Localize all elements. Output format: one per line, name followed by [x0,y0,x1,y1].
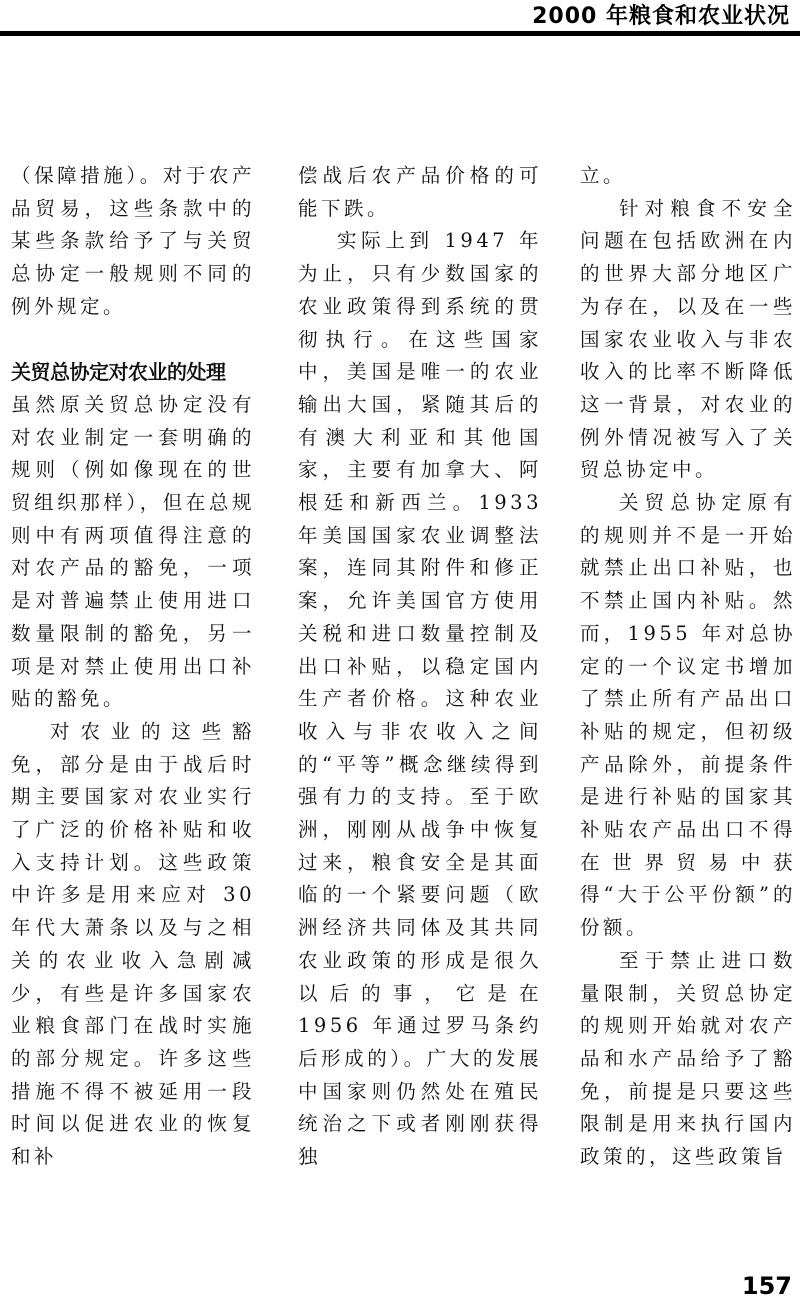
paragraph: 至于禁止进口数量限制，关贸总协定的规则开始就对农产品和水产品给予了豁免，前提是只要这些限制是用来执行国内政策的，这些政策旨 [580,948,796,1169]
section-heading: 关贸总协定对农业的处理 [11,360,226,385]
running-header-title: 2000 年粮食和农业状况 [532,4,790,29]
paragraph: 立。 [580,164,627,187]
paragraph: 对农业的这些豁免，部分是由于战后时期主要国家对农业实行了广泛的价格补贴和收入支持计划。这些政策中许多是用来应对 30 年代大萧条以及与之相关的农业收入急剧减少，有些是许多国家农业粮食部门在战时实施的部分规定。许多这些措施不得不被延用一段时间以促进农业的恢复和补 [11,719,255,1169]
text-column-2 [298,160,542,1174]
paragraph: 虽然原关贸总协定没有对农业制定一套明确的规则（例如像现在的世贸组织那样），但在总规则中有两项值得注意的对农产品的豁免，一项是对普遍禁止使用进口数量限制的豁免，另一项是对禁止使用出口补贴的豁免。 [11,392,255,711]
header-rule [0,31,800,36]
paragraph: 关贸总协定原有的规则并不是一开始就禁止出口补贴，也不禁止国内补贴。然而，1955 年对总协定的一个议定书增加了禁止所有产品出口补贴的规定，但初级产品除外，前提条件是进行补贴的国家其补贴农产品出口不得在世界贸易中获得“大于公平份额”的份额。 [580,491,796,940]
paragraph: （保障措施）。对于农产品贸易，这些条款中的某些条款给予了与关贸总协定一般规则不同的例外规定。 [11,164,255,318]
paragraph: 针对粮食不安全问题在包括欧洲在内的世界大部分地区广为存在，以及在一些国家农业收入与非农收入的比率不断降低这一背景，对农业的例外情况被写入了关贸总协定中。 [580,196,796,482]
paragraph: 实际上到 1947 年为止，只有少数国家的农业政策得到系统的贯彻执行。在这些国家中，美国是唯一的农业输出大国，紧随其后的有澳大利亚和其他国家，主要有加拿大、阿根廷和新西兰。1933 年美国国家农业调整法案，连同其附件和修正案，允许美国官方使用关税和进口数量控制及出口补贴，以稳定国内生产者价格。这种农业收入与非农收入之间的“平等”概念继续得到强有力的支持。至于欧洲，刚刚从战争中恢复过来，粮食安全是其面临的一个紧要问题（欧洲经济共同体及其共同农业政策的形成是很久以后的事，它是在 1956 年通过罗马条约后形成的）。广大的发展中国家则仍然处在殖民统治之下或者刚刚获得独 [298,229,542,1169]
running-header [0,0,800,40]
paragraph: 偿战后农产品价格的可能下跌。 [298,164,542,220]
page-number: 157 [741,1272,792,1300]
text-column-3 [580,160,796,1174]
text-column-1 [11,160,255,1174]
paragraph-spacer [11,324,255,357]
